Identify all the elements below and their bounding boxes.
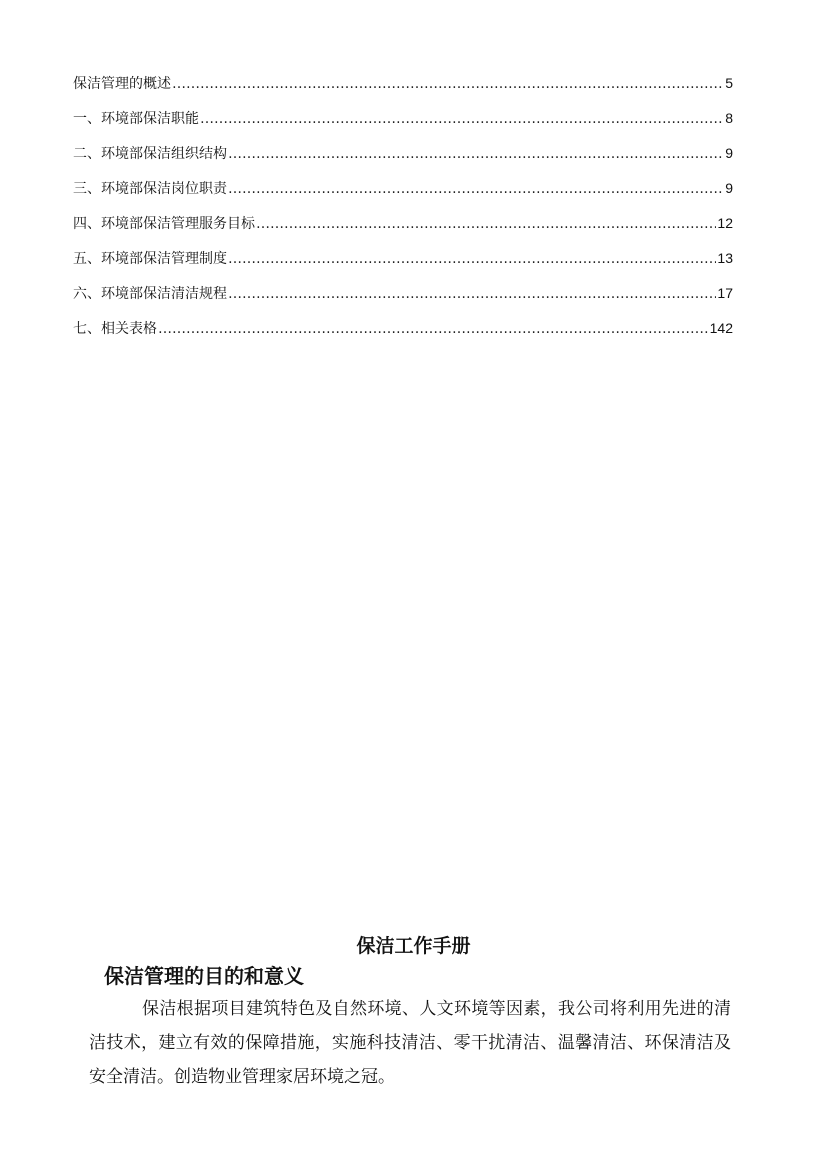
toc-entry[interactable]	[73, 284, 733, 319]
toc-dot-leader	[256, 215, 716, 233]
toc-entry-page: 5	[725, 75, 733, 91]
section-heading: 保洁管理的目的和意义	[104, 964, 304, 988]
toc-entry-label: 二、环境部保洁组织结构	[73, 146, 227, 162]
toc-entry[interactable]	[73, 179, 733, 214]
toc-dot-leader	[228, 285, 716, 303]
toc-entry-page: 13	[717, 250, 733, 266]
toc-entry-label: 保洁管理的概述	[73, 76, 171, 92]
toc-entry[interactable]	[73, 109, 733, 144]
body-paragraph: 保洁根据项目建筑特色及自然环境、人文环境等因素，我公司将利用先进的清洁技术，建立有效的保障措施，实施科技清洁、零干扰清洁、温馨清洁、环保清洁及安全清洁。创造物业管理家居环境之冠。	[89, 999, 731, 1087]
toc-entry-page: 9	[725, 145, 733, 161]
toc-dot-leader	[228, 250, 716, 268]
toc-entry-page: 12	[717, 215, 733, 231]
toc-dot-leader	[228, 145, 724, 163]
toc-entry-label: 三、环境部保洁岗位职责	[73, 181, 227, 197]
toc-entry-page: 17	[717, 285, 733, 301]
toc-entry[interactable]	[73, 249, 733, 284]
toc-entry-page: 8	[725, 110, 733, 126]
table-of-contents	[73, 74, 733, 354]
toc-dot-leader	[172, 75, 724, 93]
toc-entry[interactable]	[73, 74, 733, 109]
toc-dot-leader	[200, 110, 724, 128]
document-title: 保洁工作手册	[356, 935, 471, 957]
toc-entry-label: 四、环境部保洁管理服务目标	[73, 216, 255, 232]
toc-entry-label: 五、环境部保洁管理制度	[73, 251, 227, 267]
toc-entry[interactable]	[73, 144, 733, 179]
toc-entry-label: 六、环境部保洁清洁规程	[73, 286, 227, 302]
toc-entry[interactable]	[73, 319, 733, 354]
toc-entry-label: 一、环境部保洁职能	[73, 111, 199, 127]
toc-entry-label: 七、相关表格	[73, 321, 157, 337]
toc-dot-leader	[228, 180, 724, 198]
toc-entry-page: 142	[709, 320, 733, 336]
toc-dot-leader	[158, 320, 709, 338]
toc-entry-page: 9	[725, 180, 733, 196]
toc-entry[interactable]	[73, 214, 733, 249]
